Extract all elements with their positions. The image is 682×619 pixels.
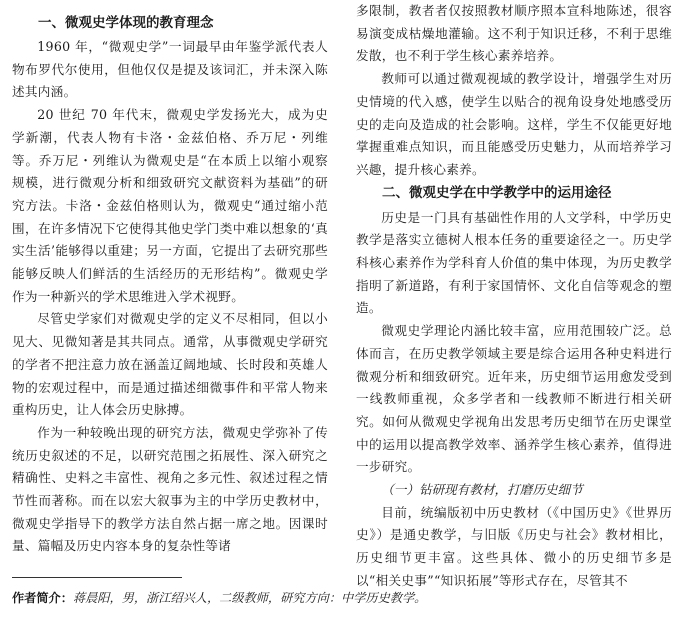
paragraph: 1960 年，“微观史学”一词最早由年鉴学派代表人物布罗代尔使用，但他仅仅是提及该词汇，并未深入陈述其内涵。 xyxy=(12,39,328,100)
paragraph: 微观史学理论内涵比较丰富，应用范围较广泛。总体而言，在历史教学领域主要是综合运用各种史料进行微观分析和细致研究。近年来，历史细节运用愈发受到一线教师重视，众多学者和一线教师不断进行相关研究。如何从微观史学视角出发思考历史细节在历史课堂中的运用以提高教学效率、涵养学生核心素养，值得进一步研究。 xyxy=(356,323,672,475)
right-column xyxy=(356,0,672,593)
section2-heading: 二、微观史学在中学教学中的运用途径 xyxy=(382,184,612,201)
paragraph: 尽管史学家们对微观史学的定义不尽相同，但以小见大、见微知著是其共同点。通常，从事微观史学研究的学者不把注意力放在涵盖辽阔地域、长时段和英雄人物的宏观过程中，而是通过描述细微事件和平常人物来重构历史，让人体会历史脉搏。 xyxy=(12,311,328,418)
footnote-divider xyxy=(12,577,182,578)
author-text: 蒋晨阳，男，浙江绍兴人，二级教师，研究方向：中学历史教学。 xyxy=(72,591,427,605)
author-label: 作者简介： xyxy=(12,591,73,605)
paragraph: 作为一种较晚出现的研究方法，微观史学弥补了传统历史叙述的不足，以研究范围之拓展性、深入研究之精确性、史料之丰富性、视角之多元性、叙述过程之情节性而著称。而在以宏大叙事为主的中学历史教材中，微观史学指导下的教学方法自然占据一席之地。因课时量、篇幅及历史内容本身的复杂性等诸 xyxy=(12,424,328,554)
author-footnote xyxy=(12,588,672,608)
subsection-heading: （一）钻研现有教材，打磨历史细节 xyxy=(381,482,583,498)
paragraph-continued: 多限制，教者者仅按照教材顺序照本宣科地陈述，很容易演变成枯燥地灌输。这不利于知识迁移，不利于思维发散，也不利于学生核心素养培养。 xyxy=(356,3,672,64)
paragraph: 20 世纪 70 年代末，微观史学发扬光大，成为史学新潮，代表人物有卡洛・金兹伯格、乔万尼・列维等。乔万尼・列维认为微观史是“在本质上以缩小观察规模，进行微观分析和细致研究文献资料为基础”的研究方法。卡洛・金兹伯格则认为，微观史“通过缩小范围，在许多情况下它使得其他史学门类中难以想象的‘真实生活’能够得以重建；另一方面，它提出了去研究那些能够反映人们鲜活的生活经历的无形结构”。微观史学作为一种新兴的学术思维进入学术视野。 xyxy=(12,107,328,304)
paragraph: 历史是一门具有基础性作用的人文学科，中学历史教学是落实立德树人根本任务的重要途径之一。历史学科核心素养作为学科育人价值的集中体现，为历史教学指明了新道路，有利于家国情怀、文化自信等观念的塑造。 xyxy=(356,209,672,316)
left-column xyxy=(12,0,328,558)
paragraph: 教师可以通过微观视域的教学设计，增强学生对历史情境的代入感，使学生以贴合的视角设身处地感受历史的走向及造成的社会影响。这样，学生不仅能更好地掌握重难点知识，而且能感受历史魅力，从而培养学习兴趣，提升核心素养。 xyxy=(356,71,672,177)
paragraph: 目前，统编版初中历史教材（《中国历史》《世界历史》）是通史教学，与旧版《历史与社会》教材相比，历史细节更丰富。这些具体、微小的历史细节多是以“相关史事”“知识拓展”等形式存在，尽管其不 xyxy=(356,504,672,588)
section1-heading: 一、微观史学体现的教育理念 xyxy=(38,15,214,31)
